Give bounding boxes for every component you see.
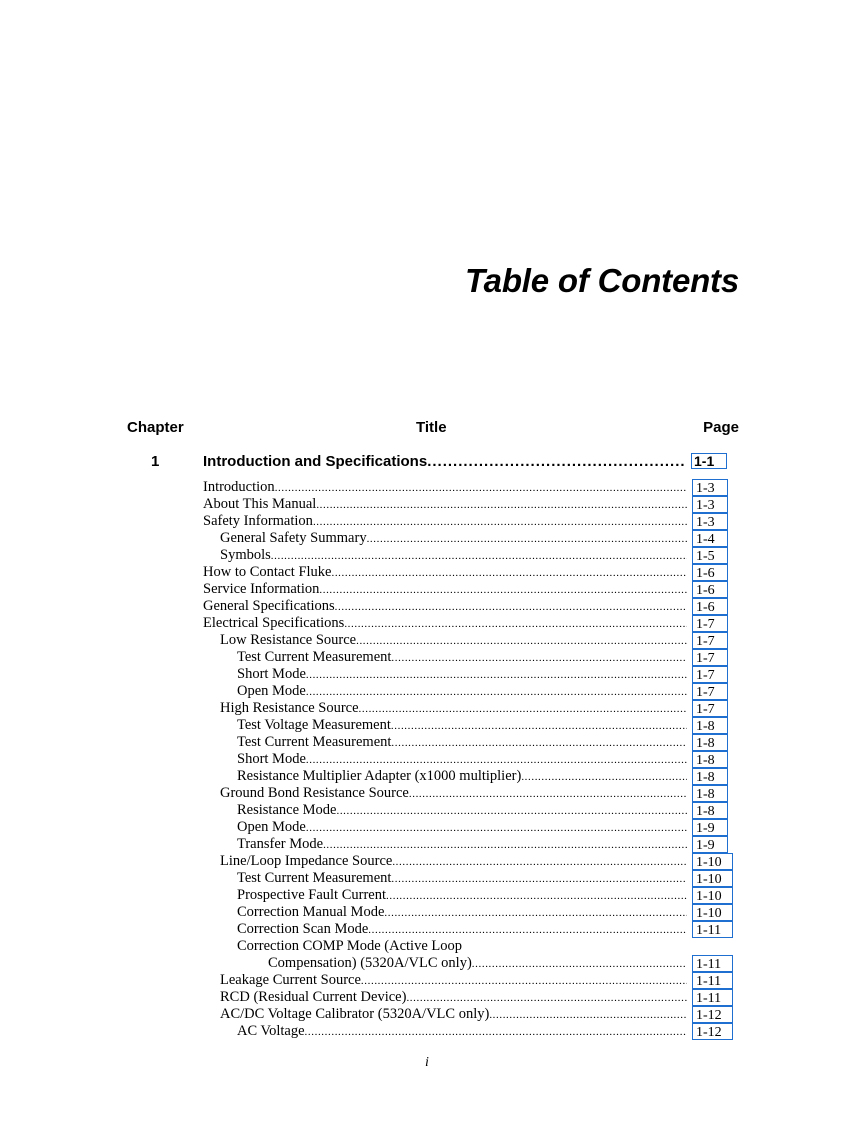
toc-entry-page-link[interactable]: 1-7 [692,700,728,717]
toc-entry-leader [237,768,687,785]
toc-entry-leader [237,819,687,836]
toc-entry-leader [237,1023,687,1040]
toc-entry-page-link[interactable]: 1-7 [692,666,728,683]
toc-entry-leader [203,615,687,632]
toc-entry-leader [268,955,687,972]
toc-entry-page-link[interactable]: 1-3 [692,496,728,513]
toc-entry-title: Line/Loop Impedance Source [220,853,393,869]
toc-entry-leader [237,683,687,700]
toc-entry[interactable] [0,666,866,683]
toc-entry-title: Open Mode [237,819,306,835]
toc-entry[interactable] [0,768,866,785]
toc-entry-page-link[interactable]: 1-6 [692,564,728,581]
toc-entry-title: AC Voltage [237,1023,305,1039]
toc-entry[interactable] [0,836,866,853]
toc-entry-leader [237,649,687,666]
toc-entry-page-link[interactable]: 1-6 [692,581,728,598]
toc-entry[interactable] [0,581,866,598]
toc-entry-page-link[interactable]: 1-9 [692,836,728,853]
toc-entry-page-link[interactable]: 1-8 [692,734,728,751]
toc-entries [0,479,866,1040]
toc-entry-title: How to Contact Fluke [203,564,332,580]
toc-entry-page-link[interactable]: 1-3 [692,513,728,530]
toc-entry-leader [203,496,687,513]
toc-entry[interactable] [0,751,866,768]
page-column-header: Page [703,419,739,436]
toc-entry[interactable] [0,904,866,921]
toc-entry[interactable] [0,802,866,819]
toc-entry[interactable] [0,564,866,581]
toc-entry[interactable] [0,1023,866,1040]
toc-entry-title: Correction Scan Mode [237,921,369,937]
chapter-title [203,453,686,471]
toc-entry-page-link[interactable]: 1-6 [692,598,728,615]
toc-entry-title: Open Mode [237,683,306,699]
toc-entry-title: Electrical Specifications [203,615,345,631]
toc-entry[interactable] [0,1006,866,1023]
toc-entry-title: RCD (Residual Current Device) [220,989,407,1005]
toc-entry-title: Introduction [203,479,275,495]
toc-entry[interactable] [0,972,866,989]
toc-entry-page-link[interactable]: 1-5 [692,547,728,564]
toc-entry-leader [220,853,687,870]
toc-entry-leader [220,547,687,564]
toc-entry-page-link[interactable]: 1-8 [692,751,728,768]
chapter-number: 1 [151,453,160,470]
toc-entry[interactable] [0,887,866,904]
toc-entry-page-link[interactable]: 1-8 [692,717,728,734]
toc-entry-page-link[interactable]: 1-10 [692,853,733,870]
toc-entry-page-link[interactable]: 1-10 [692,870,733,887]
toc-entry[interactable] [0,479,866,496]
toc-entry-leader [220,530,687,547]
toc-entry-page-link[interactable]: 1-10 [692,904,733,921]
toc-entry-leader [237,666,687,683]
toc-entry-page-link[interactable]: 1-7 [692,615,728,632]
toc-entry[interactable] [0,683,866,700]
toc-entry[interactable] [0,615,866,632]
toc-entry-leader [237,717,687,734]
toc-entry-page-link[interactable]: 1-11 [692,972,733,989]
toc-entry-title: Service Information [203,581,320,597]
title-column-header: Title [416,419,447,436]
toc-entry-title: High Resistance Source [220,700,359,716]
toc-entry-leader [220,989,687,1006]
toc-entry-title: Test Voltage Measurement [237,717,391,733]
toc-entry-title: Low Resistance Source [220,632,357,648]
toc-entry[interactable] [0,530,866,547]
toc-entry[interactable] [0,496,866,513]
toc-entry-title: Ground Bond Resistance Source [220,785,409,801]
toc-entry-leader [237,870,687,887]
toc-entry-leader [220,700,687,717]
toc-entry-leader [237,887,687,904]
toc-entry-title: Leakage Current Source [220,972,361,988]
toc-entry-leader [220,972,687,989]
toc-entry-page-link[interactable]: 1-8 [692,785,728,802]
toc-entry-title: Correction COMP Mode (Active Loop [237,938,462,954]
toc-entry-page-link[interactable]: 1-11 [692,921,733,938]
toc-entry-leader [237,734,687,751]
toc-entry[interactable] [0,938,866,972]
toc-entry[interactable] [0,717,866,734]
toc-entry-page-link[interactable]: 1-11 [692,955,733,972]
toc-entry-title: Test Current Measurement [237,870,392,886]
toc-entry-page-link[interactable]: 1-9 [692,819,728,836]
toc-entry-leader [237,802,687,819]
toc-entry[interactable] [0,547,866,564]
toc-entry-title: Transfer Mode [237,836,324,852]
chapter-heading-row [0,453,866,471]
toc-entry-page-link[interactable]: 1-7 [692,683,728,700]
toc-entry[interactable] [0,819,866,836]
toc-entry[interactable] [0,853,866,870]
toc-entry-title: Test Current Measurement [237,649,392,665]
toc-entry-title: Short Mode [237,666,306,682]
toc-entry[interactable] [0,785,866,802]
toc-entry[interactable] [0,700,866,717]
toc-entry-title: Symbols [220,547,271,563]
toc-entry-page-link[interactable]: 1-3 [692,479,728,496]
page-title: Table of Contents [464,262,739,299]
toc-entry-title: Resistance Multiplier Adapter (x1000 multiplier) [237,768,522,784]
toc-entry-page-link[interactable]: 1-7 [692,632,728,649]
toc-entry-leader [203,581,687,598]
toc-entry-page-link[interactable]: 1-10 [692,887,733,904]
toc-entry-leader [220,632,687,649]
toc-entry[interactable] [0,649,866,666]
toc-entry-page-link[interactable]: 1-7 [692,649,728,666]
toc-entry-leader [203,479,687,496]
toc-entry-leader [220,1006,687,1023]
chapter-column-header: Chapter [127,419,184,436]
toc-entry[interactable] [0,734,866,751]
toc-entry-title: General Specifications [203,598,335,614]
toc-entry-title: Correction Manual Mode [237,904,385,920]
toc-entry-page-link[interactable]: 1-11 [692,989,733,1006]
toc-entry-page-link[interactable]: 1-8 [692,768,728,785]
toc-entry-leader [203,598,687,615]
toc-entry[interactable] [0,921,866,938]
toc-entry-leader [237,836,687,853]
toc-entry-leader [203,564,687,581]
toc-entry-title: General Safety Summary [220,530,367,546]
toc-entry-title: AC/DC Voltage Calibrator (5320A/VLC only) [220,1006,490,1022]
toc-entry-title: Resistance Mode [237,802,337,818]
toc-entry-title: Safety Information [203,513,313,529]
toc-entry-leader [220,785,687,802]
toc-entry[interactable] [0,632,866,649]
toc-entry[interactable] [0,513,866,530]
toc-entry-page-link[interactable]: 1-12 [692,1023,733,1040]
toc-entry-title: Test Current Measurement [237,734,392,750]
chapter-page-link[interactable]: 1-1 [691,453,727,469]
toc-entry-leader [203,513,687,530]
toc-entry-title: Short Mode [237,751,306,767]
toc-entry[interactable] [0,598,866,615]
toc-entry-page-link[interactable]: 1-8 [692,802,728,819]
toc-entry-title: Prospective Fault Current [237,887,387,903]
toc-entry[interactable] [0,989,866,1006]
toc-entry-title-continued: Compensation) (5320A/VLC only) [268,955,472,971]
chapter-title-text: Introduction and Specifications [203,453,428,470]
toc-entry-page-link[interactable]: 1-4 [692,530,728,547]
toc-entry-leader [237,904,687,921]
toc-entry-title: About This Manual [203,496,317,512]
page-number-folio: i [425,1055,429,1070]
toc-entry-page-link[interactable]: 1-12 [692,1006,733,1023]
toc-entry-leader [237,921,687,938]
toc-entry[interactable] [0,870,866,887]
toc-entry-leader [237,751,687,768]
